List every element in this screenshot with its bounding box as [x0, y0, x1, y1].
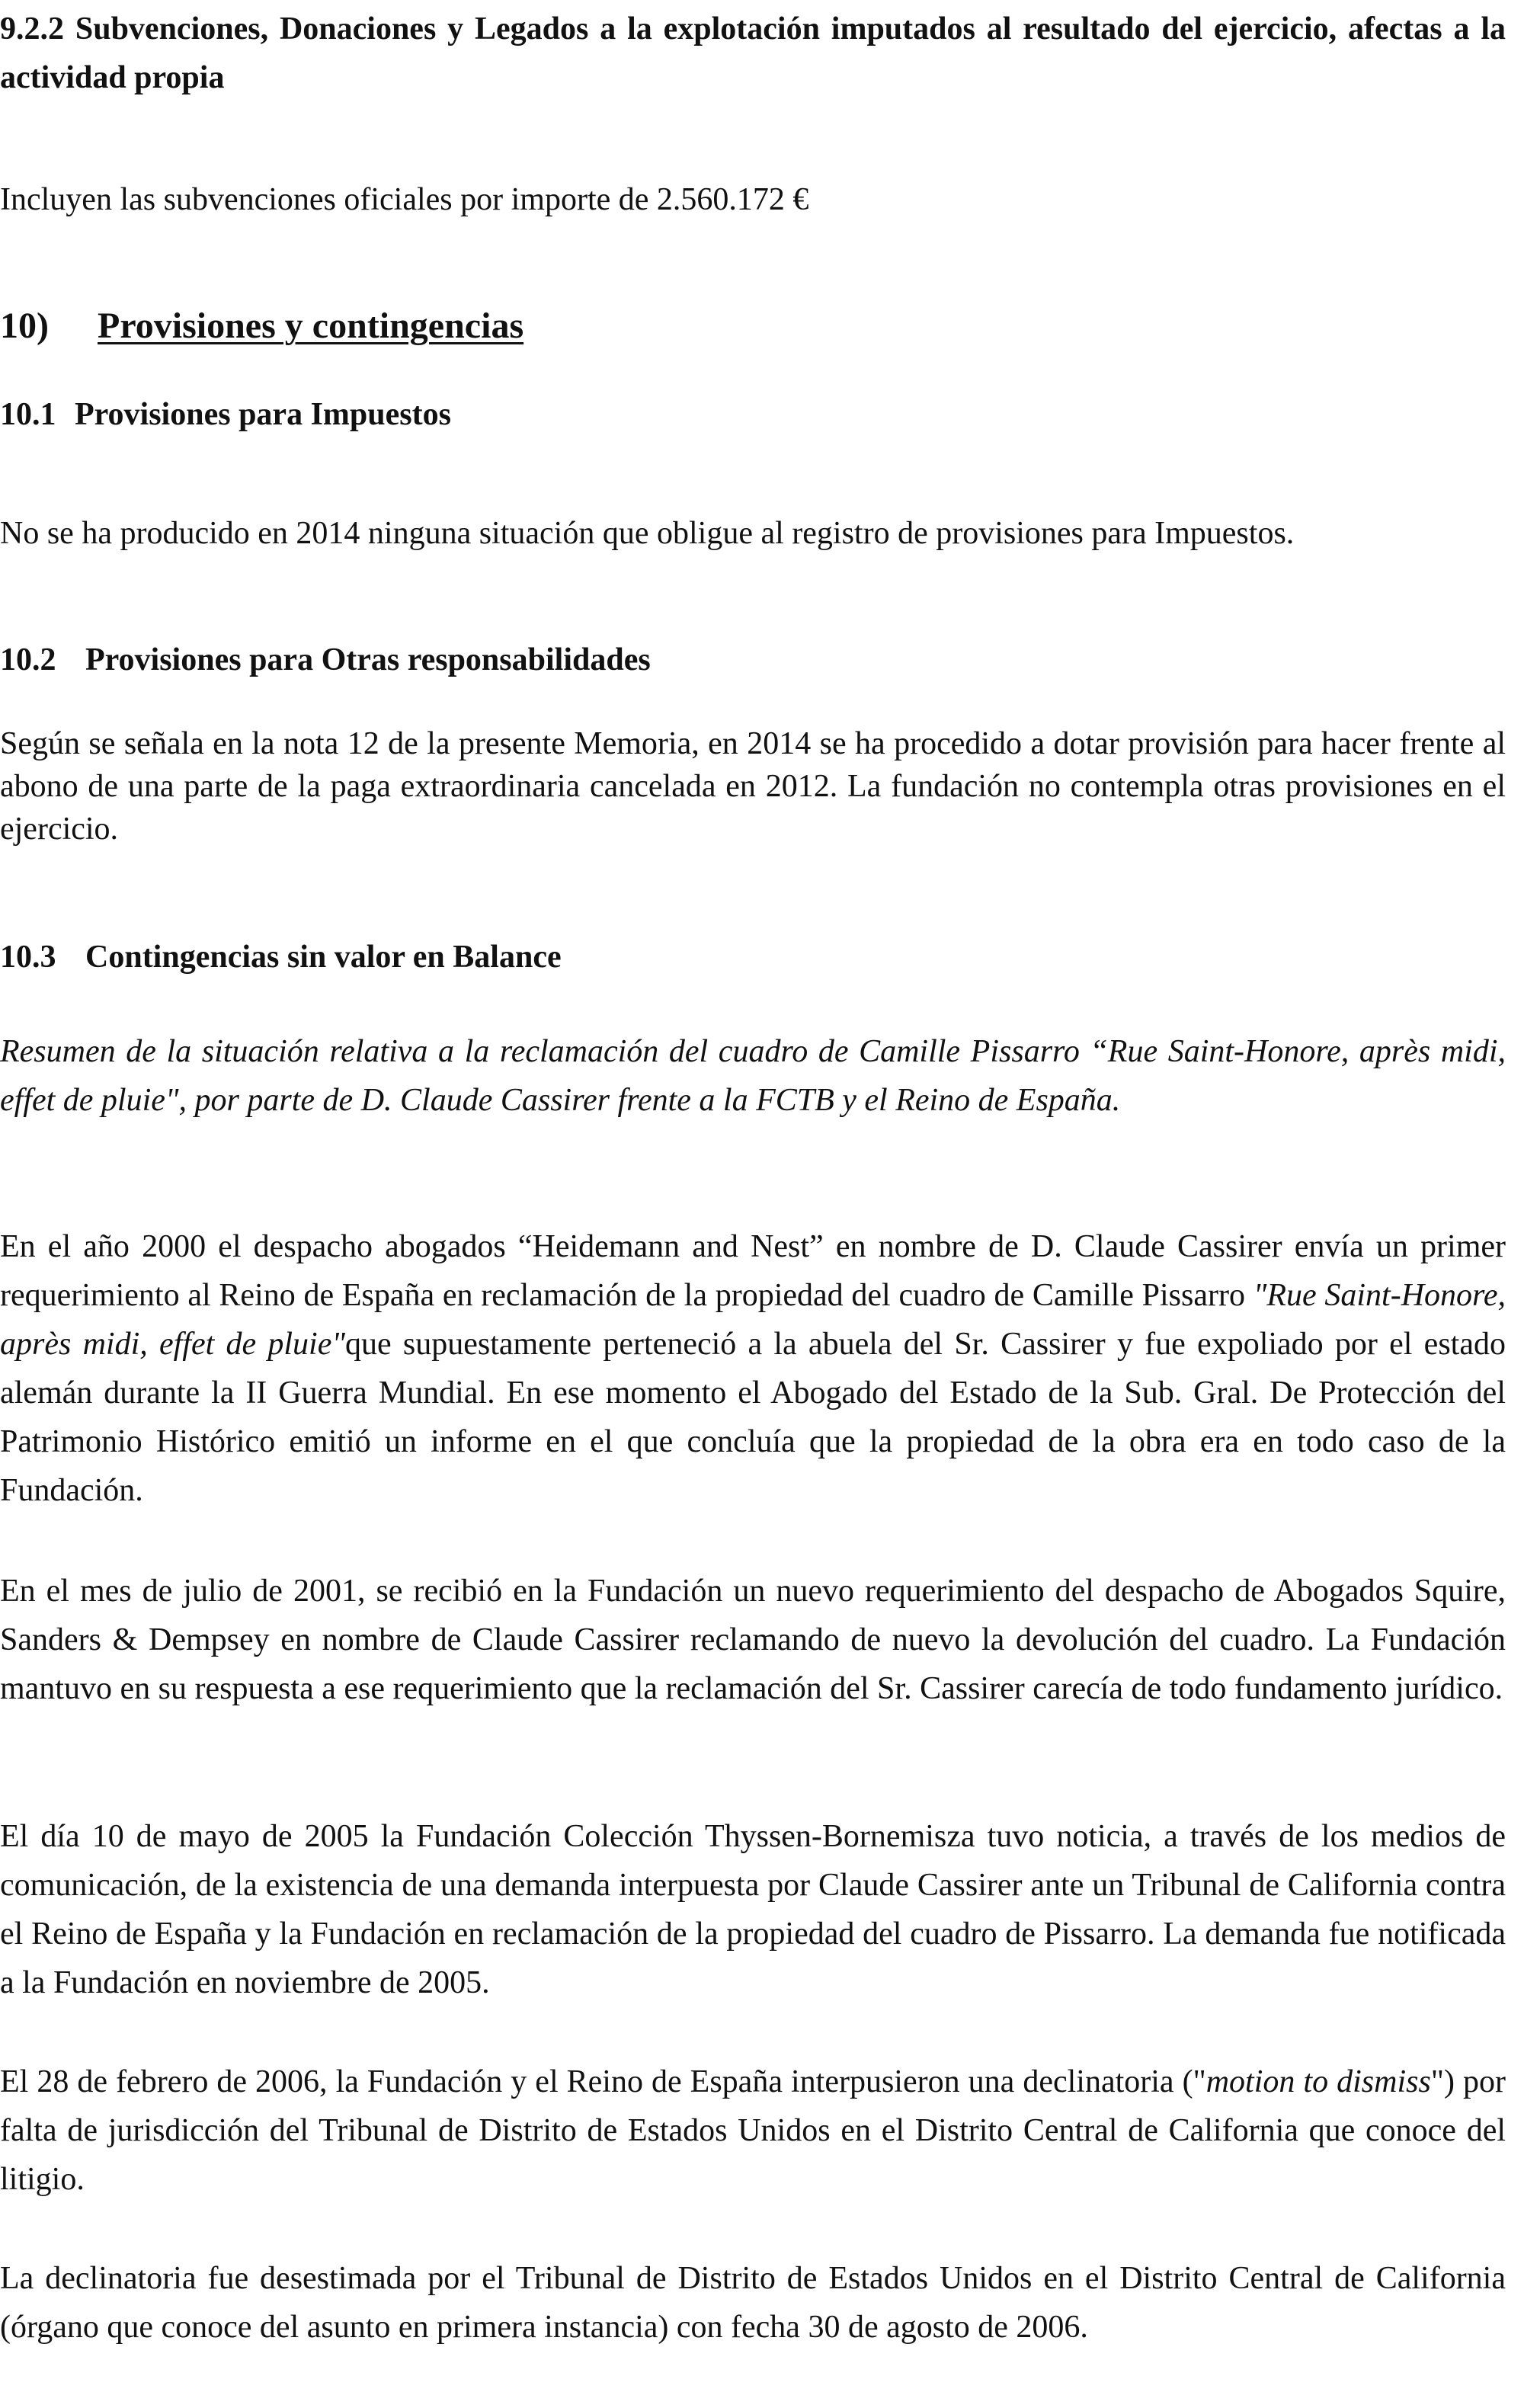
paragraph-1-text-end: que supuestamente perteneció a la abuela del Sr. Cassirer y fue expoliado por el estado alemán durante la II Guerra Mundial. En ese momento el Abogado del Estado de la Sub. Gral. De Protección del Patrimonio Histórico emitió un informe en el que concluía que la propiedad de la obra era en todo caso de la Fundación. — [0, 1327, 1506, 1508]
section-10-1-number: 10.1 — [0, 397, 56, 432]
paragraph-4-text-start: El 28 de febrero de 2006, la Fundación y el Reino de España interpusieron una declinatoria (" — [0, 2064, 1206, 2099]
section-10-title: Provisiones y contingencias — [98, 306, 524, 346]
section-10-3-paragraph-5: La declinatoria fue desestimada por el Tribunal de Distrito de Estados Unidos en el Distrito Central de California (órgano que conoce del asunto en primera instancia) con fecha 30 de agosto de 2006. — [0, 2261, 1506, 2345]
section-10-2-number: 10.2 — [0, 642, 56, 677]
section-10-2-text: Según se señala en la nota 12 de la presente Memoria, en 2014 se ha procedido a dotar provisión para hacer frente al abono de una parte de la paga extraordinaria cancelada en 2012. La fundación no contempla otras provisiones en el ejercicio. — [0, 726, 1506, 847]
section-10-3-paragraph-4 — [0, 2057, 1506, 2204]
section-10-2-heading — [0, 636, 1506, 684]
paragraph-4-text-end: ") por falta de jurisdicción del Tribunal de Distrito de Estados Unidos en el Distrito Central de California que conoce del litigio. — [0, 2064, 1506, 2197]
section-10-1-heading — [0, 390, 1506, 439]
section-10-3-summary: Resumen de la situación relativa a la reclamación del cuadro de Camille Pissarro “Rue Saint-Honore, après midi, effet de pluie", por parte de D. Claude Cassirer frente a la FCTB y el Reino de España. — [0, 1034, 1506, 1118]
section-10-3-heading — [0, 933, 1506, 981]
section-10-1-title: Provisiones para Impuestos — [75, 397, 451, 432]
section-10-1-text: No se ha producido en 2014 ninguna situación que obligue al registro de provisiones para Impuestos. — [0, 516, 1295, 551]
section-10-3-title: Contingencias sin valor en Balance — [85, 940, 562, 975]
section-9-2-2-text: Incluyen las subvenciones oficiales por importe de 2.560.172 € — [0, 182, 809, 217]
section-10-3-paragraph-3: El día 10 de mayo de 2005 la Fundación Colección Thyssen-Bornemisza tuvo noticia, a través de los medios de comunicación, de la existencia de una demanda interpuesta por Claude Cassirer ante un Tribunal de California contra el Reino de España y la Fundación en reclamación de la propiedad del cuadro de Pissarro. La demanda fue notificada a la Fundación en noviembre de 2005. — [0, 1819, 1506, 2000]
section-10-number: 10) — [0, 306, 49, 346]
paragraph-1-text-start: En el año 2000 el despacho abogados “Heidemann and Nest” en nombre de D. Claude Cassirer envía un primer requerimiento al Reino de España en reclamación de la propiedad del cuadro de Camille Pissarro — [0, 1229, 1506, 1313]
section-10-heading — [0, 302, 1506, 351]
section-10-3-number: 10.3 — [0, 940, 56, 975]
section-9-2-2-heading: 9.2.2 Subvenciones, Donaciones y Legados a la explotación imputados al resultado del ejercicio, afectas a la actividad propia — [0, 11, 1506, 95]
painting-title-italic: "Rue Saint-Honore, après midi, effet de pluie" — [0, 1278, 1506, 1362]
motion-to-dismiss-italic: motion to dismiss — [1205, 2064, 1431, 2099]
section-10-3-paragraph-1 — [0, 1222, 1506, 1515]
section-10-3-paragraph-2: En el mes de julio de 2001, se recibió en la Fundación un nuevo requerimiento del despacho de Abogados Squire, Sanders & Dempsey en nombre de Claude Cassirer reclamando de nuevo la devolución del cuadro. La Fundación mantuvo en su respuesta a ese requerimiento que la reclamación del Sr. Cassirer carecía de todo fundamento jurídico. — [0, 1574, 1506, 1706]
section-10-2-title: Provisiones para Otras responsabilidades — [85, 642, 651, 677]
